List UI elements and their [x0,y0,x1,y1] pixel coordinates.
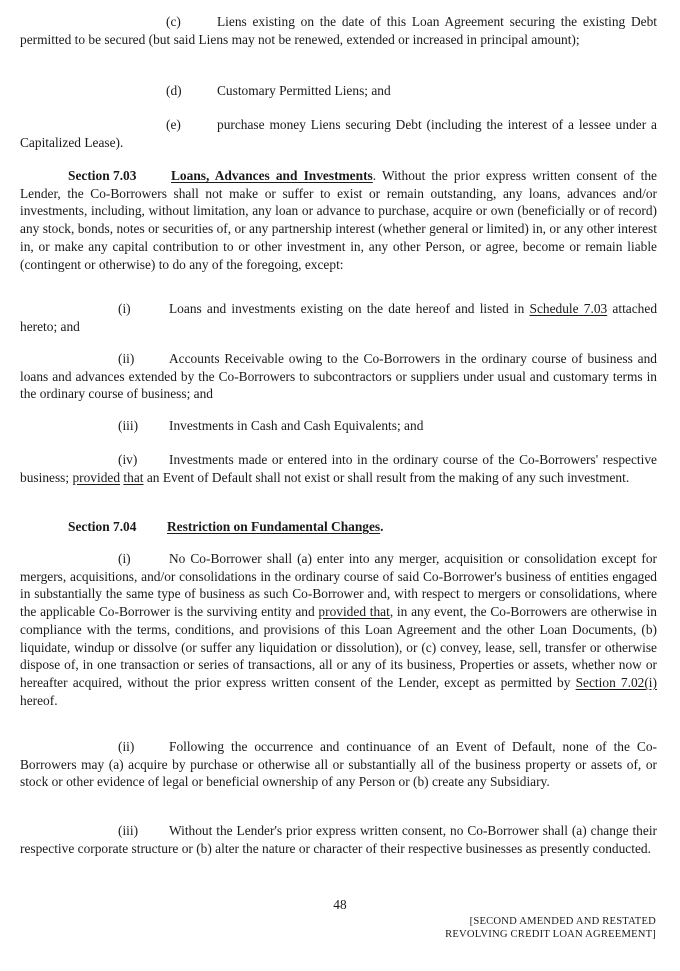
item-label: (ii) [118,739,135,754]
item-label: (iii) [118,823,139,838]
item-text-tail: an Event of Default shall not exist or shall result from the making of any such investment. [143,469,630,485]
paragraph-7-03-ii [20,350,657,403]
item-text: purchase money Liens securing Debt (including the interest of a lessee under a Capitalized Lease). [20,117,657,150]
page-number: 48 [333,897,347,912]
provided-that-term: provided that [318,604,390,620]
that-term: that [123,469,144,485]
section-number: Section 7.04 [68,519,137,534]
item-text: Liens existing on the date of this Loan Agreement securing the existing Debt permitted to be secured (but said Liens may not be renewed, extended or increased in principal amount); [20,14,657,47]
item-text: No Co-Borrower shall (a) enter into any merger, acquisition or consolidation except for mergers, acquisitions, and/or consolidations in the ordinary course of said Co-Borrower's business of entities engaged in substantially the same type of business as such Co-Borrower and, with respect to mergers or consolidations, where the applicable Co-Borrower is the surviving entity and [20,551,657,620]
item-text: Investments in Cash and Cash Equivalents; and [169,418,424,433]
item-text: Loans and investments existing on the date hereof and listed in [169,301,530,316]
paragraph-item-d [20,82,657,100]
paragraph-7-04-ii [20,738,657,791]
item-text: Following the occurrence and continuance of an Event of Default, none of the Co-Borrowers may (a) acquire by purchase or otherwise all or substantially all of the business property or assets of, or stock or other evidence of legal or beneficial ownership of any Person or (b) create any Subsidiary. [20,739,657,790]
section-reference: Section 7.02(i) [575,674,657,690]
provided-term: provided [72,469,121,485]
item-label: (d) [166,83,182,98]
item-text: Accounts Receivable owing to the Co-Borrowers in the ordinary course of business and loans and advances extended by the Co-Borrowers to subcontractors or suppliers under usual and customary terms in the ordinary course of business; and [20,351,657,402]
item-text: Investments made or entered into in the ordinary course of the Co-Borrowers' respective business; [20,452,657,485]
section-7-03-paragraph [20,167,657,273]
item-label: (i) [118,551,131,566]
item-label: (e) [166,117,181,132]
section-7-04-heading [20,518,657,536]
footer-line-1: [SECOND AMENDED AND RESTATED [469,916,656,927]
paragraph-7-03-iii [20,417,657,435]
item-text-tail: attached hereto; and [20,301,658,334]
item-label: (ii) [118,351,135,366]
item-label: (c) [166,14,181,29]
item-text-mid: , in any event, the Co-Borrowers are otherwise in compliance with the terms, conditions, and provisions of this Loan Agreement and the other Loan Documents, (b) liquidate, windup or dissolve (or suffer any liquidation or dissolution), or (c) convey, lease, sell, transfer or otherwise dispose of, in one transaction or series of transactions, all or any of its business, Properties or assets, whether now or hereafter acquired, without the prior express written consent of the Lender, except as permitted by [20,604,657,690]
item-text: Customary Permitted Liens; and [217,83,391,98]
paragraph-item-e [20,116,657,151]
item-label: (iv) [118,452,138,467]
heading-period: . [380,519,384,534]
section-text: . Without the prior express written consent of the Lender, the Co-Borrowers shall not make or suffer to exist or remain outstanding, any loans, advances and/or investments, including, without limitation, any loan or advance to purchase, acquire or own (beneficially or of record) any stock, bonds, notes or securities of, or any partnership interest (whether general or limited) in, or any other interest in, or make any capital contribution to or other investment in, any other Person, or agree, become or remain liable (contingent or otherwise) to do any of the foregoing, except: [20,168,657,272]
paragraph-7-04-i [20,550,657,709]
schedule-reference: Schedule 7.03 [529,301,608,316]
item-text: Without the Lender's prior express written consent, no Co-Borrower shall (a) change their respective corporate structure or (b) alter the nature or character of their respective businesses as presently conducted. [20,823,657,856]
section-heading: Restriction on Fundamental Changes [167,519,381,534]
paragraph-7-04-iii [20,822,657,857]
document-footer [445,915,656,941]
item-label: (iii) [118,418,139,433]
item-label: (i) [118,301,131,316]
paragraph-7-03-i [20,300,657,335]
section-heading: Loans, Advances and Investments [171,168,373,183]
paragraph-item-c [20,13,657,48]
footer-line-2: REVOLVING CREDIT LOAN AGREEMENT] [445,929,656,940]
item-text-tail: hereof. [20,692,58,708]
paragraph-7-03-iv [20,451,657,486]
section-number: Section 7.03 [68,168,137,183]
